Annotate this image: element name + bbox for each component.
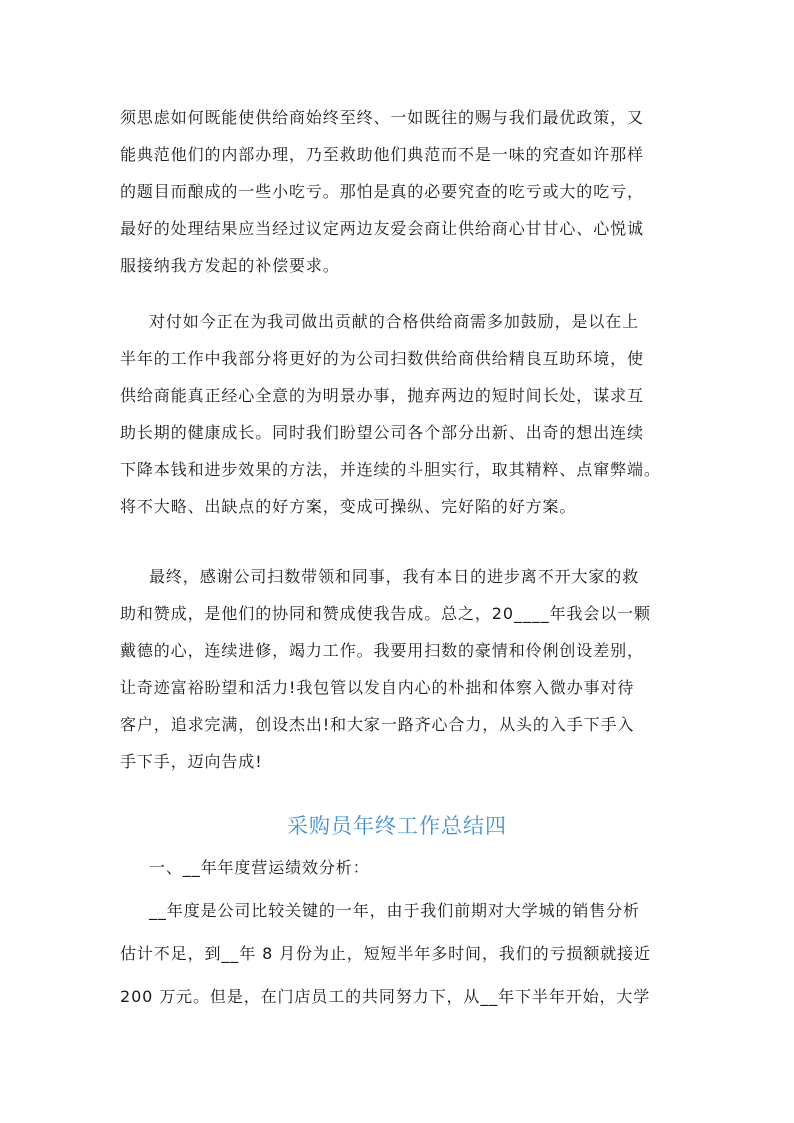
paragraph-2-line: 对付如今正在为我司做出贡献的合格供给商需多加鼓励，是以在上 — [149, 312, 640, 331]
paragraph-1-line: 能典范他们的内部办理，乃至救助他们典范而不是一味的究查如许那样 — [120, 145, 644, 164]
paragraph-2-line: 助长期的健康成长。同时我们盼望公司各个部分出新、出奇的想出连续 — [120, 423, 644, 442]
paragraph-4-line: 200 万元。但是，在门店员工的共同努力下，从__年下半年开始，大学 — [120, 987, 651, 1006]
paragraph-2-line: 将不大略、出缺点的好方案，变成可操纵、完好陷的好方案。 — [120, 497, 577, 516]
paragraph-1-line: 的题目而酿成的一些小吃亏。那怕是真的必要究查的吃亏或大的吃亏， — [120, 182, 644, 201]
paragraph-3-line: 客户，追求完满，创设杰出!和大家一路齐心合力，从头的入手下手入 — [120, 715, 635, 734]
paragraph-1-line: 最好的处理结果应当经过议定两边友爱会商让供给商心甘甘心、心悦诚 — [120, 219, 644, 238]
paragraph-3-line: 助和赞成，是他们的协同和赞成使我告成。总之，20____年我会以一颗 — [120, 604, 651, 623]
paragraph-3-line: 最终，感谢公司扫数带领和同事，我有本日的进步离不开大家的救 — [149, 567, 640, 586]
paragraph-2-line: 下降本钱和进步效果的方法，并连续的斗胆实行，取其精粹、点窜弊端。 — [120, 460, 661, 479]
paragraph-1-line: 服接纳我方发起的补偿要求。 — [120, 256, 340, 275]
paragraph-2-line: 半年的工作中我部分将更好的为公司扫数供给商供给精良互助环境，使 — [120, 349, 644, 368]
paragraph-3-line: 让奇迹富裕盼望和活力!我包管以发自内心的朴拙和体察入微办事对待 — [120, 678, 635, 697]
paragraph-4-line: 估计不足，到__年 8 月份为止，短短半年多时间，我们的亏损额就接近 — [120, 944, 651, 963]
paragraph-3-line: 戴德的心，连续进修，竭力工作。我要用扫数的豪情和伶俐创设差别， — [120, 641, 644, 660]
section-1-title: 一、__年年度营运绩效分析： — [149, 858, 370, 877]
paragraph-4-line: __年度是公司比较关键的一年，由于我们前期对大学城的销售分析 — [149, 901, 641, 920]
paragraph-3-line: 手下手，迈向告成! — [120, 752, 263, 771]
paragraph-1-line: 须思虑如何既能使供给商始终至终、一如既往的赐与我们最优政策，又 — [120, 108, 644, 127]
section-heading: 采购员年终工作总结四 — [287, 814, 507, 838]
paragraph-2-line: 供给商能真正经心全意的为明景办事，抛弃两边的短时间长处，谋求互 — [120, 386, 644, 405]
